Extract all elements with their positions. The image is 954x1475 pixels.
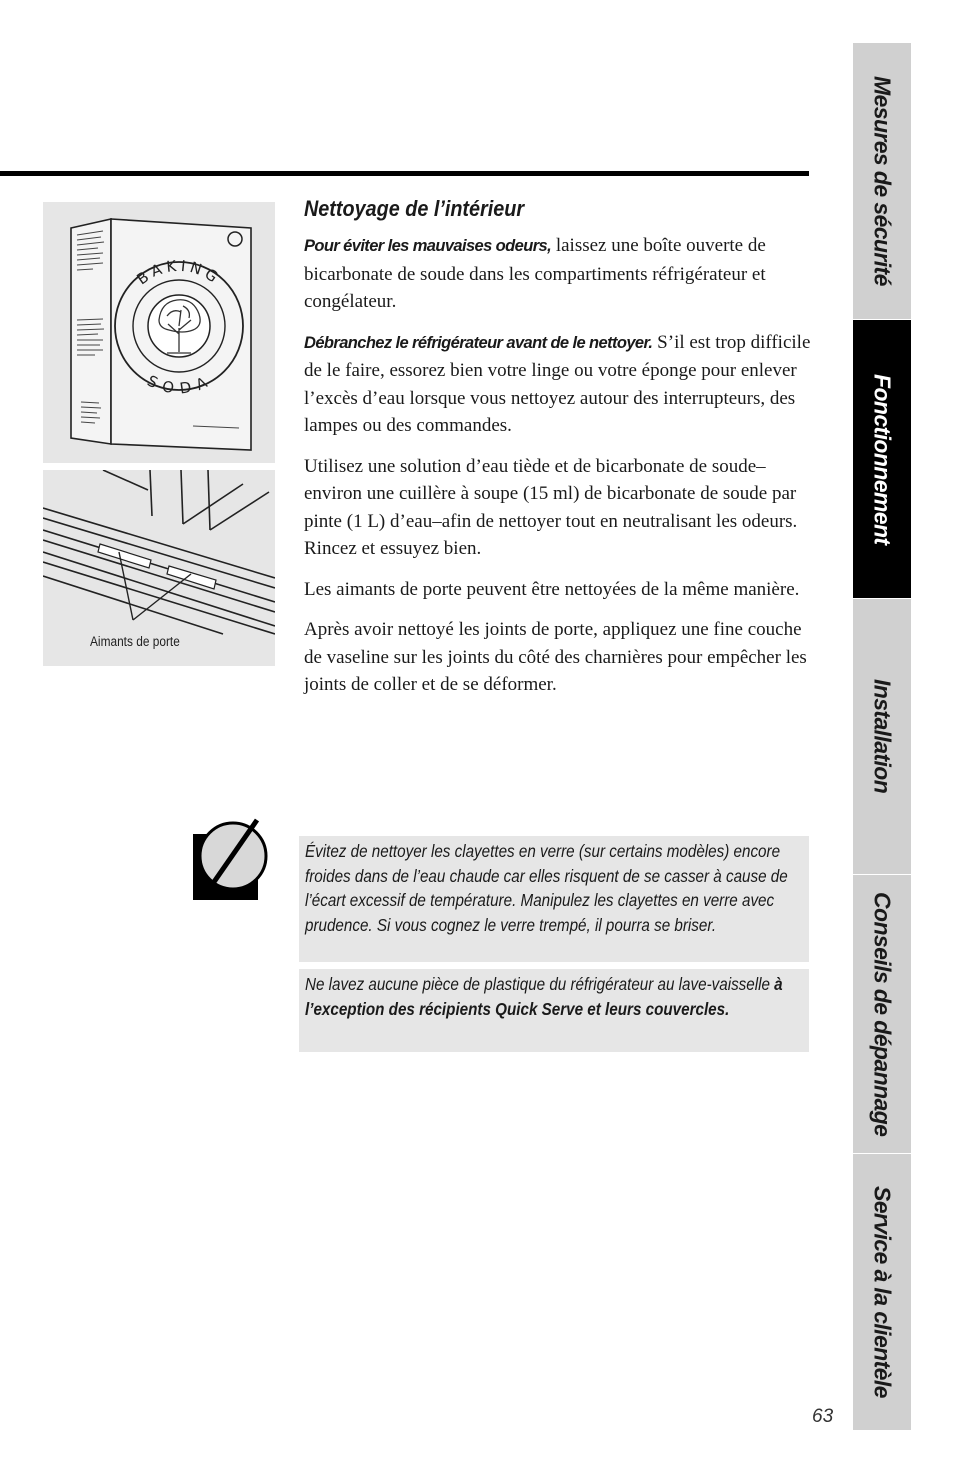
tab-label: Fonctionnement	[869, 373, 896, 545]
top-rule	[0, 171, 809, 176]
glass-shelf-note-text: Évitez de nettoyer les clayettes en verre (sur certains modèles) encore froides dans de l’eau chaude car elles risquent de se casser à cause de l’écart excessif de température. Manipulez les clayettes en verre avec prudence. Si vous cognez le verre trempé, il pourra se briser.	[305, 841, 788, 935]
paragraph-lead: Pour éviter les mauvaises odeurs,	[304, 237, 552, 255]
door-magnets-figure	[43, 470, 275, 666]
tab-label: Conseils de dépannage	[869, 891, 896, 1137]
baking-soda-figure	[43, 202, 275, 463]
paragraph	[304, 232, 812, 316]
paragraph-text: Les aimants de porte peuvent être nettoyées de la même manière.	[304, 578, 800, 600]
dishwasher-note-bold: à l’exception des récipients Quick Serve et leurs couvercles.	[305, 974, 783, 1019]
dishwasher-note-text: Ne lavez aucune pièce de plastique du réfrigérateur au lave-vaisselle	[305, 974, 775, 994]
tab-service-a-la-clientele[interactable]	[853, 1154, 911, 1431]
tab-conseils-de-depannage[interactable]	[853, 875, 911, 1154]
paragraph-text: Après avoir nettoyé les joints de porte, appliquez une fine couche de vaseline sur les joints du côté des charnières pour empêcher les joints de coller et de se déformer.	[304, 619, 807, 695]
paragraph-text: Utilisez une solution d’eau tiède et de bicarbonate de soude–environ une cuillère à soupe (15 ml) de bicarbonate de soude par pinte (1 L) d’eau–afin de nettoyer tout en neutralisant les odeurs. Rincez et essuyez bien.	[304, 455, 798, 559]
paragraph	[304, 616, 812, 699]
tab-label: Service à la clientèle	[869, 1186, 896, 1398]
baking-soda-box-illustration	[43, 202, 275, 463]
paragraph	[304, 576, 812, 604]
soda-label-top: BAKING	[133, 256, 225, 289]
soda-label-bottom: SODA	[144, 371, 214, 398]
paragraph-text: S’il est trop difficile de le faire, essorez bien votre linge ou votre éponge pour enlever l’excès d’eau lorsque vous nettoyez autour des interrupteurs, des lampes ou des commandes.	[304, 331, 811, 436]
tab-fonctionnement[interactable]	[853, 320, 911, 599]
main-content	[304, 196, 812, 712]
paragraph	[304, 453, 812, 563]
tab-installation[interactable]	[853, 599, 911, 875]
section-tabs	[853, 43, 911, 1431]
glass-shelf-note	[299, 836, 809, 962]
tab-label: Installation	[869, 679, 896, 794]
paragraph	[304, 329, 812, 440]
door-magnets-caption: Aimants de porte	[90, 634, 180, 649]
dishwasher-note-content	[305, 972, 802, 1021]
tab-label: Mesures de sécurité	[869, 76, 896, 286]
caution-icon	[193, 816, 271, 900]
paragraph-lead: Débranchez le réfrigérateur avant de le nettoyer.	[304, 333, 653, 352]
section-heading: Nettoyage de l’intérieur	[304, 196, 525, 221]
paragraph-text: laissez une boîte ouverte de bicarbonate de soude dans les compartiments réfrigérateur et congélateur.	[304, 235, 766, 312]
dishwasher-note	[299, 969, 809, 1052]
tab-mesures-de-securite[interactable]	[853, 43, 911, 320]
page-number: 63	[812, 1406, 834, 1427]
